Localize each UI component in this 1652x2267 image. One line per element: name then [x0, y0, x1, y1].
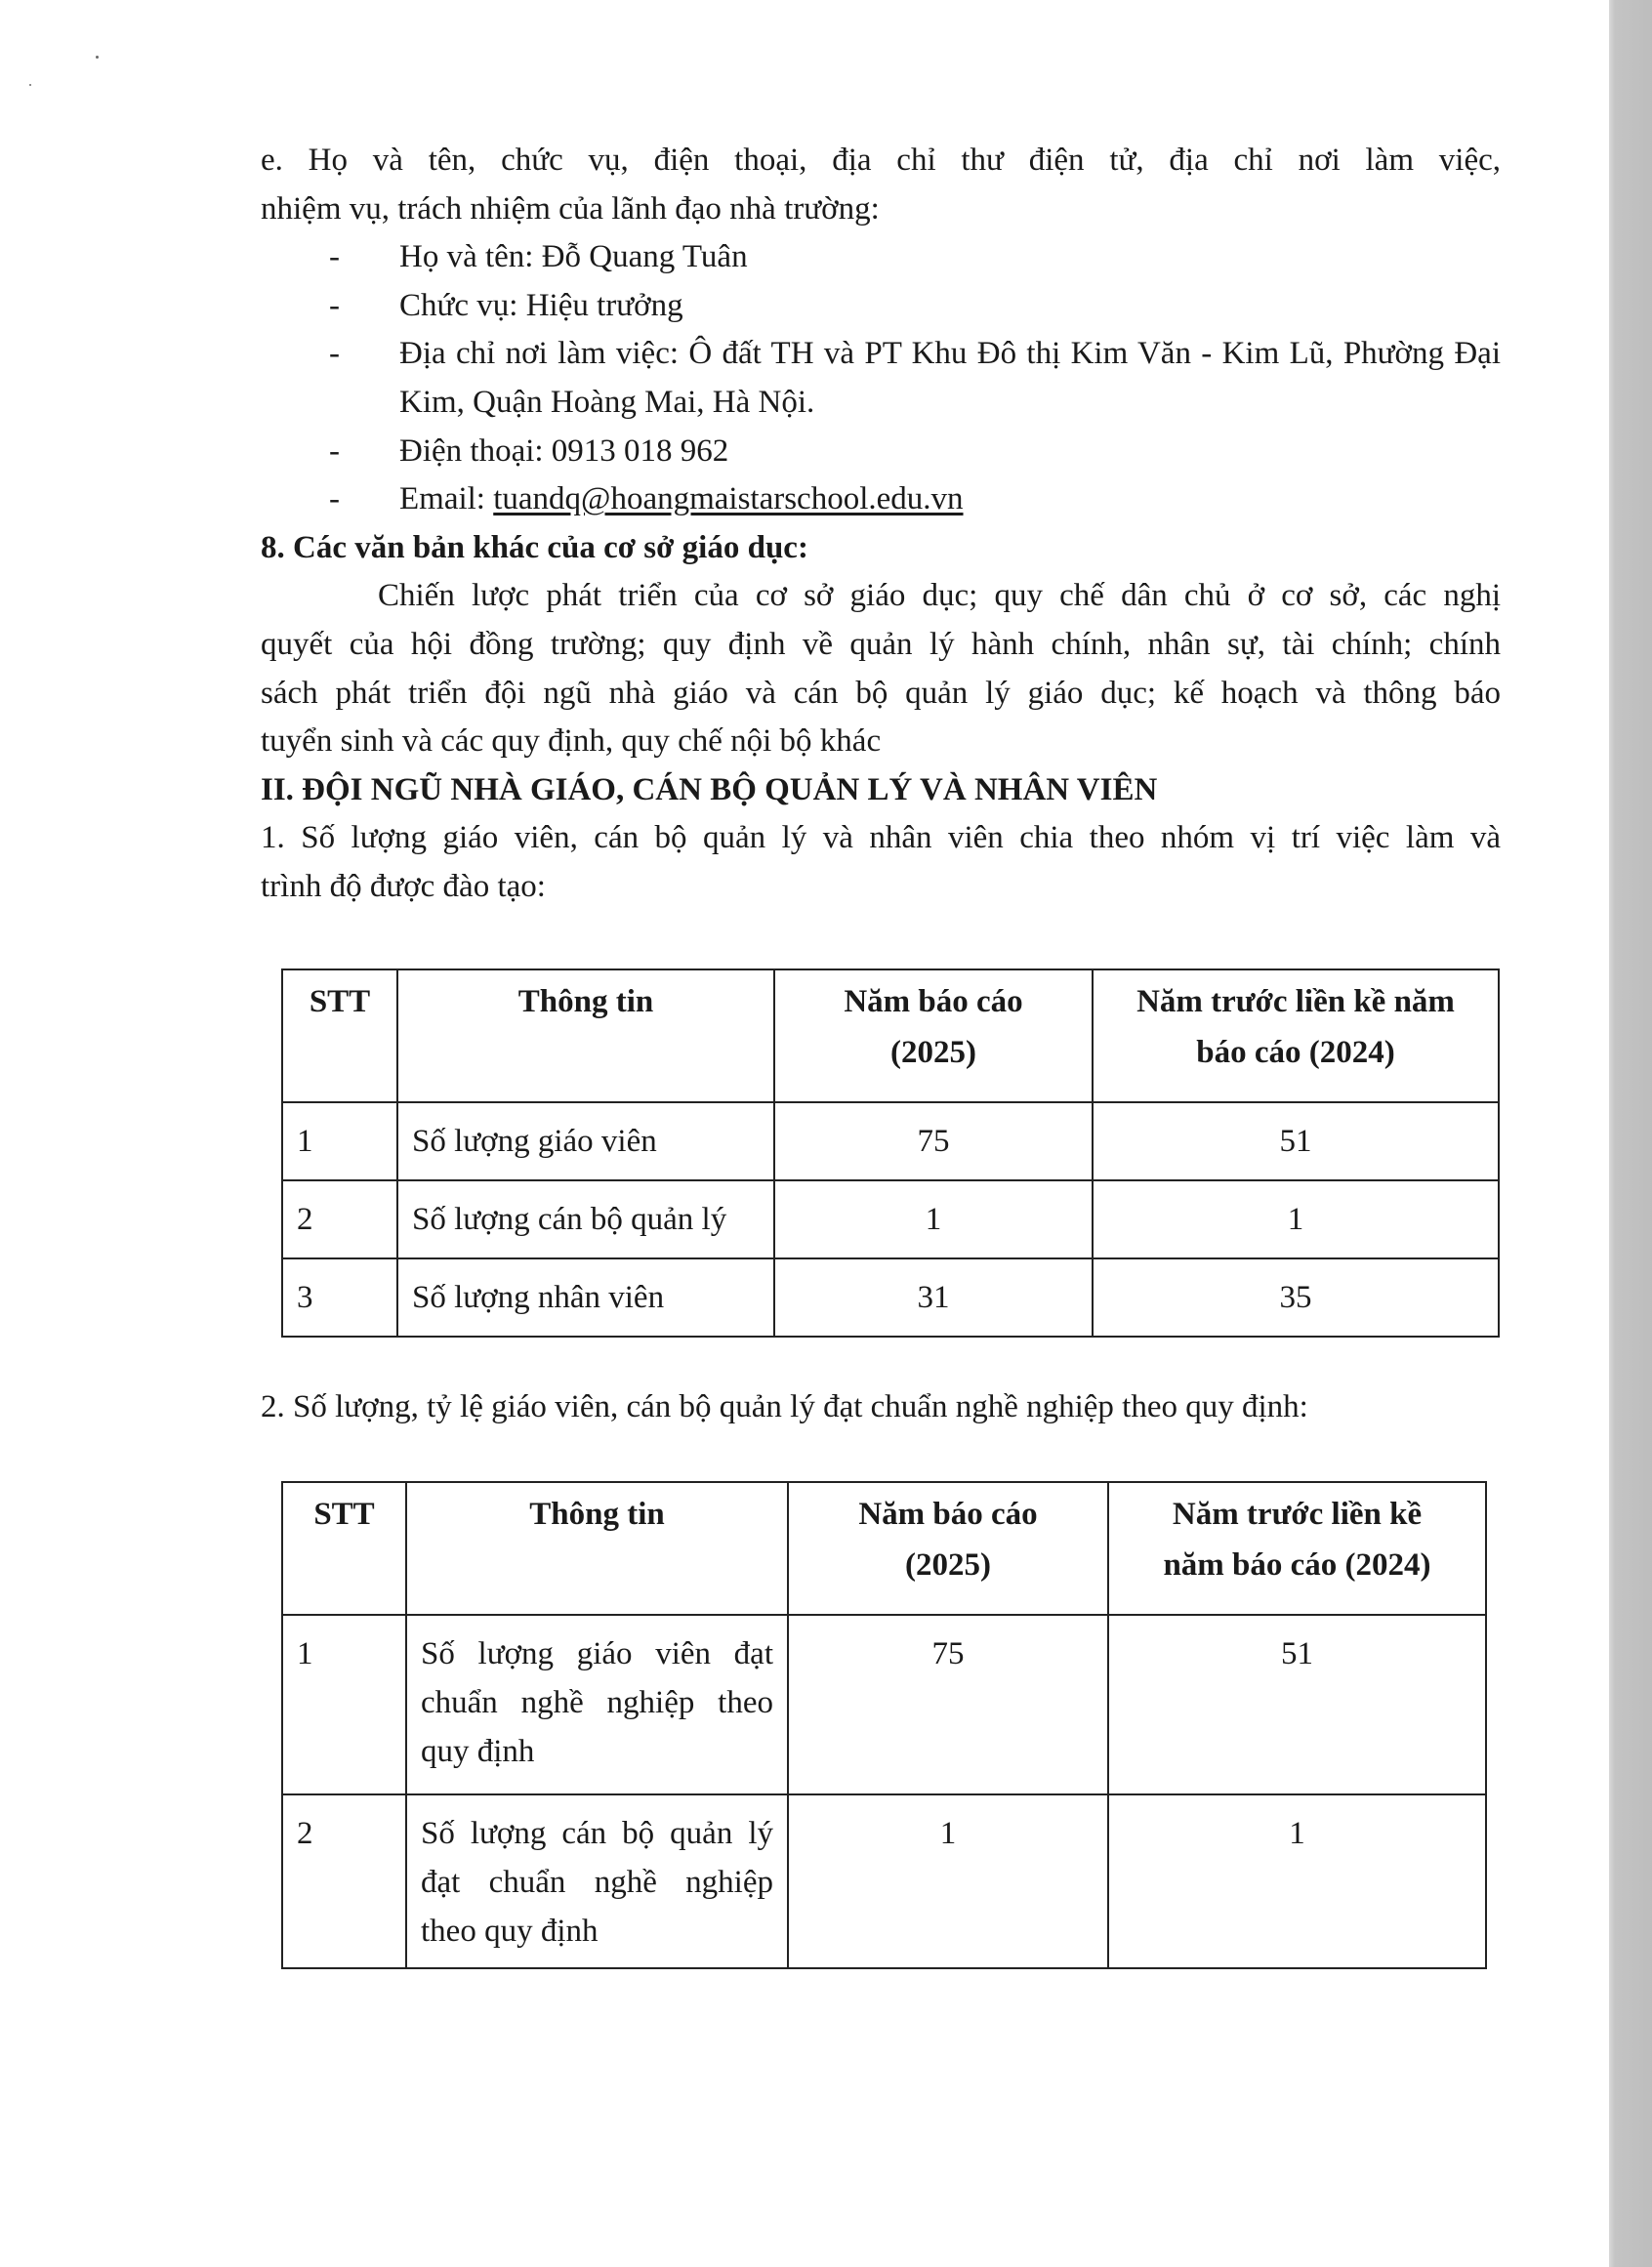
scan-page-edge	[1609, 0, 1652, 2267]
list-dash: -	[329, 287, 340, 323]
staff-count-table	[281, 969, 1500, 1338]
cell-stt: 1	[282, 1102, 397, 1180]
header-report-year: Năm báo cáo (2025)	[788, 1482, 1108, 1615]
section-8-line-1: Chiến lược phát triển của cơ sở giáo dục; quy chế dân chủ ở cơ sở, các nghị	[378, 578, 1501, 614]
cell-report-year: 75	[788, 1615, 1108, 1794]
table-row	[282, 1102, 1499, 1180]
cell-stt: 2	[282, 1794, 406, 1968]
cell-previous-year: 1	[1093, 1180, 1499, 1258]
header-stt: STT	[282, 1482, 406, 1615]
header-info: Thông tin	[406, 1482, 788, 1615]
header-info: Thông tin	[397, 969, 774, 1102]
section-8-line-3: sách phát triển đội ngũ nhà giáo và cán bộ quản lý giáo dục; kế hoạch và thông báo	[261, 675, 1501, 711]
leader-name: Họ và tên: Đỗ Quang Tuân	[399, 239, 748, 275]
cell-stt: 3	[282, 1258, 397, 1337]
list-dash: -	[329, 336, 340, 372]
cell-previous-year: 51	[1108, 1615, 1486, 1794]
email-link[interactable]: tuandq@hoangmaistarschool.edu.vn	[493, 481, 964, 517]
cell-stt: 1	[282, 1615, 406, 1794]
list-item	[261, 475, 1501, 524]
leader-workplace-address: Địa chỉ nơi làm việc: Ô đất TH và PT Khu Đô thị Kim Văn - Kim Lũ, Phường Đại Kim, Quận Hoàng Mai, Hà Nội.	[399, 336, 1501, 420]
section-8-line-4: tuyển sinh và các quy định, quy chế nội bộ khác	[261, 723, 882, 760]
scan-speck	[29, 84, 31, 86]
list-dash: -	[329, 239, 340, 275]
list-dash: -	[329, 433, 340, 469]
table-header-row	[282, 969, 1499, 1102]
cell-previous-year: 1	[1108, 1794, 1486, 1968]
section-II-item2: 2. Số lượng, tỷ lệ giáo viên, cán bộ quản lý đạt chuẩn nghề nghiệp theo quy định:	[261, 1389, 1308, 1424]
cell-info: Số lượng nhân viên	[397, 1258, 774, 1337]
section-8-heading: 8. Các văn bản khác của cơ sở giáo dục:	[261, 529, 808, 565]
header-previous-year: Năm trước liền kề năm báo cáo (2024)	[1108, 1482, 1486, 1615]
cell-info: Số lượng cán bộ quản lý đạt chuẩn nghề nghiệp theo quy định	[406, 1794, 788, 1968]
table-row	[282, 1794, 1486, 1968]
scan-speck	[96, 56, 99, 59]
leader-email-line	[399, 475, 1501, 524]
list-item	[261, 330, 1501, 427]
cell-info: Số lượng giáo viên	[397, 1102, 774, 1180]
table-header-row	[282, 1482, 1486, 1615]
header-report-year: Năm báo cáo (2025)	[774, 969, 1093, 1102]
list-item	[261, 282, 1501, 331]
cell-report-year: 31	[774, 1258, 1093, 1337]
cell-previous-year: 35	[1093, 1258, 1499, 1337]
section-8-line-2: quyết của hội đồng trường; quy định về quản lý hành chính, nhân sự, tài chính; chính	[261, 626, 1501, 662]
document-body	[261, 137, 1501, 912]
cell-previous-year: 51	[1093, 1102, 1499, 1180]
cell-stt: 2	[282, 1180, 397, 1258]
list-item	[261, 233, 1501, 282]
table-row	[282, 1180, 1499, 1258]
cell-info: Số lượng cán bộ quản lý	[397, 1180, 774, 1258]
cell-info: Số lượng giáo viên đạt chuẩn nghề nghiệp theo quy định	[406, 1615, 788, 1794]
section-e-line-2: nhiệm vụ, trách nhiệm của lãnh đạo nhà trường:	[261, 190, 880, 227]
header-previous-year: Năm trước liền kề năm báo cáo (2024)	[1093, 969, 1499, 1102]
header-stt: STT	[282, 969, 397, 1102]
email-label: Email:	[399, 481, 494, 517]
cell-report-year: 1	[788, 1794, 1108, 1968]
cell-report-year: 75	[774, 1102, 1093, 1180]
table-row	[282, 1615, 1486, 1794]
cell-report-year: 1	[774, 1180, 1093, 1258]
list-item	[261, 428, 1501, 476]
section-II-heading: II. ĐỘI NGŨ NHÀ GIÁO, CÁN BỘ QUẢN LÝ VÀ NHÂN VIÊN	[261, 771, 1158, 807]
section-II-item1-line-2: trình độ được đào tạo:	[261, 868, 546, 904]
leader-phone: Điện thoại: 0913 018 962	[399, 433, 729, 469]
table-row	[282, 1258, 1499, 1337]
standard-compliance-table	[281, 1481, 1487, 1969]
section-II-item1-line-1: 1. Số lượng giáo viên, cán bộ quản lý và nhân viên chia theo nhóm vị trí việc làm và	[261, 820, 1501, 856]
list-dash: -	[329, 481, 340, 517]
section-e-line-1: e. Họ và tên, chức vụ, điện thoại, địa chỉ thư điện tử, địa chỉ nơi làm việc,	[261, 143, 1501, 178]
leader-position: Chức vụ: Hiệu trưởng	[399, 287, 683, 323]
